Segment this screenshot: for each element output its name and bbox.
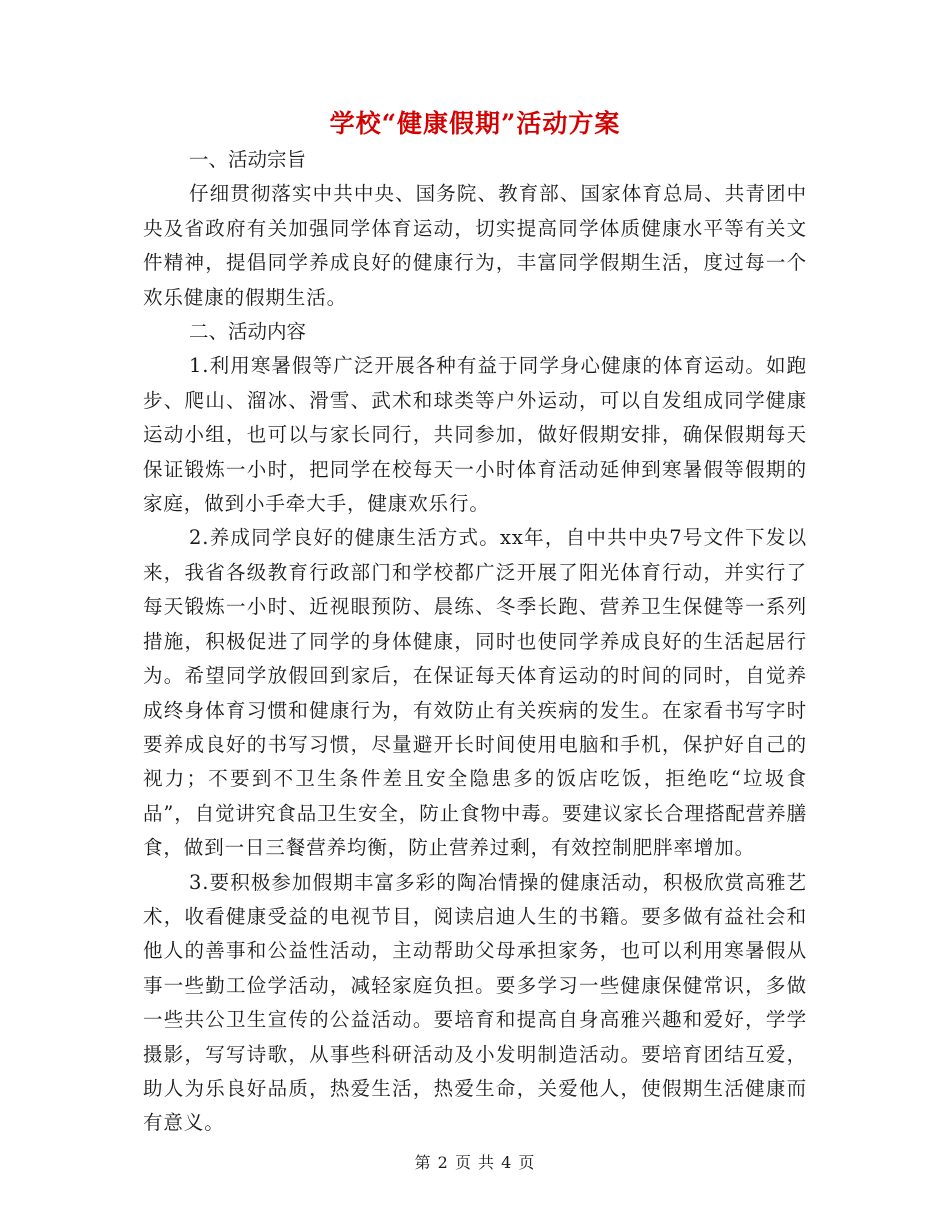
paragraph-item-3: 3.要积极参加假期丰富多彩的陶冶情操的健康活动，积极欣赏高雅艺术，收看健康受益的电视节目，阅读启迪人生的书籍。要多做有益社会和他人的善事和公益性活动，主动帮助父母承担家务，也可以利用寒暑假从事一些勤工俭学活动，减轻家庭负担。要多学习一些健康保健常识，多做一些共公卫生宣传的公益活动。要培育和提高自身高雅兴趣和爱好，学学摄影，写写诗歌，从事些科研活动及小发明制造活动。要培育团结互爱，助人为乐良好品质，热爱生活，热爱生命，关爱他人，使假期生活健康而有意义。 bbox=[143, 870, 807, 1135]
paragraph-purpose: 仔细贯彻落实中共中央、国务院、教育部、国家体育总局、共青团中央及省政府有关加强同学体育运动，切实提高同学体质健康水平等有关文件精神，提倡同学养成良好的健康行为，丰富同学假期生活，度过每一个欢乐健康的假期生活。 bbox=[143, 182, 807, 309]
section-heading-purpose: 一、活动宗旨 bbox=[189, 148, 307, 171]
page-footer: 第 2 页 共 4 页 bbox=[414, 1153, 536, 1172]
document-body bbox=[143, 143, 807, 1141]
section-heading-content: 二、活动内容 bbox=[189, 320, 307, 344]
paragraph-item-1: 1.利用寒暑假等广泛开展各种有益于同学身心健康的体育运动。如跑步、爬山、溜冰、滑雪、武术和球类等户外运动，可以自发组成同学健康运动小组，也可以与家长同行，共同参加，做好假期安排，确保假期每天保证锻炼一小时，把同学在校每天一小时体育活动延伸到寒暑假等假期的家庭，做到小手牵大手，健康欢乐行。 bbox=[143, 354, 807, 516]
document-title: 学校“健康假期”活动方案 bbox=[329, 109, 621, 138]
paragraph-item-2: 2.养成同学良好的健康生活方式。xx年，自中共中央7号文件下发以来，我省各级教育行政部门和学校都广泛开展了阳光体育行动，并实行了每天锻炼一小时、近视眼预防、晨练、冬季长跑、营养卫生保健等一系列措施，积极促进了同学的身体健康，同时也使同学养成良好的生活起居行为。希望同学放假回到家后，在保证每天体育运动的时间的同时，自觉养成终身体育习惯和健康行为，有效防止有关疾病的发生。在家看书写字时要养成良好的书写习惯，尽量避开长时间使用电脑和手机，保护好自己的视力；不要到不卫生条件差且安全隐患多的饭店吃饭，拒绝吃“垃圾食品”，自觉讲究食品卫生安全，防止食物中毒。要建议家长合理搭配营养膳食，做到一日三餐营养均衡，防止营养过剩，有效控制肥胖率增加。 bbox=[143, 526, 807, 860]
